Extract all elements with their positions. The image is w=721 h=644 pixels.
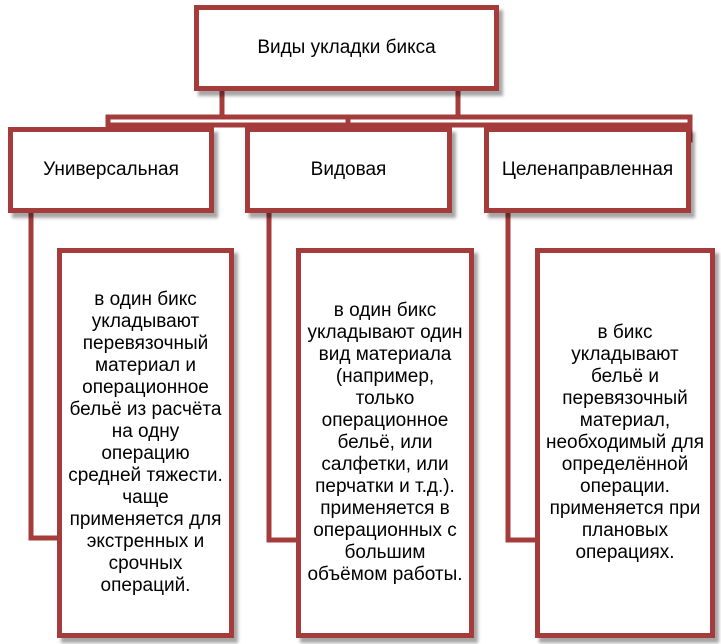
description-text: в один бикс укладывают один вид материала (например, только операционное бельё, или салфетки, или перчатки и т.д.). применяется в операционных с большим объёмом работы. (307, 300, 463, 585)
category-universal (8, 127, 214, 213)
category-label: Универсальная (43, 159, 179, 180)
category-label: Целенаправленная (501, 159, 674, 180)
category-targeted (484, 127, 691, 213)
description-text: в один бикс укладывают перевязочный материал и операционное бельё из расчёта на одну операцию средней тяжести. чаще применяется для экстренных и срочных операций. (68, 289, 223, 596)
root-label: Виды укладки бикса (257, 37, 436, 58)
connector-cat-1-desc (269, 213, 296, 540)
category-specific (245, 127, 452, 213)
connector-cat-2-desc (508, 213, 535, 540)
description-text: в бикс укладывают бельё и перевязочный материал, необходимый для определённой операции. применяется при плановых операциях. (545, 322, 705, 563)
description-universal (57, 248, 234, 638)
description-targeted (535, 248, 715, 638)
description-specific (296, 248, 474, 638)
category-label: Видовая (310, 159, 387, 180)
connector-cat-0-desc (31, 213, 57, 538)
root-node (194, 5, 499, 91)
